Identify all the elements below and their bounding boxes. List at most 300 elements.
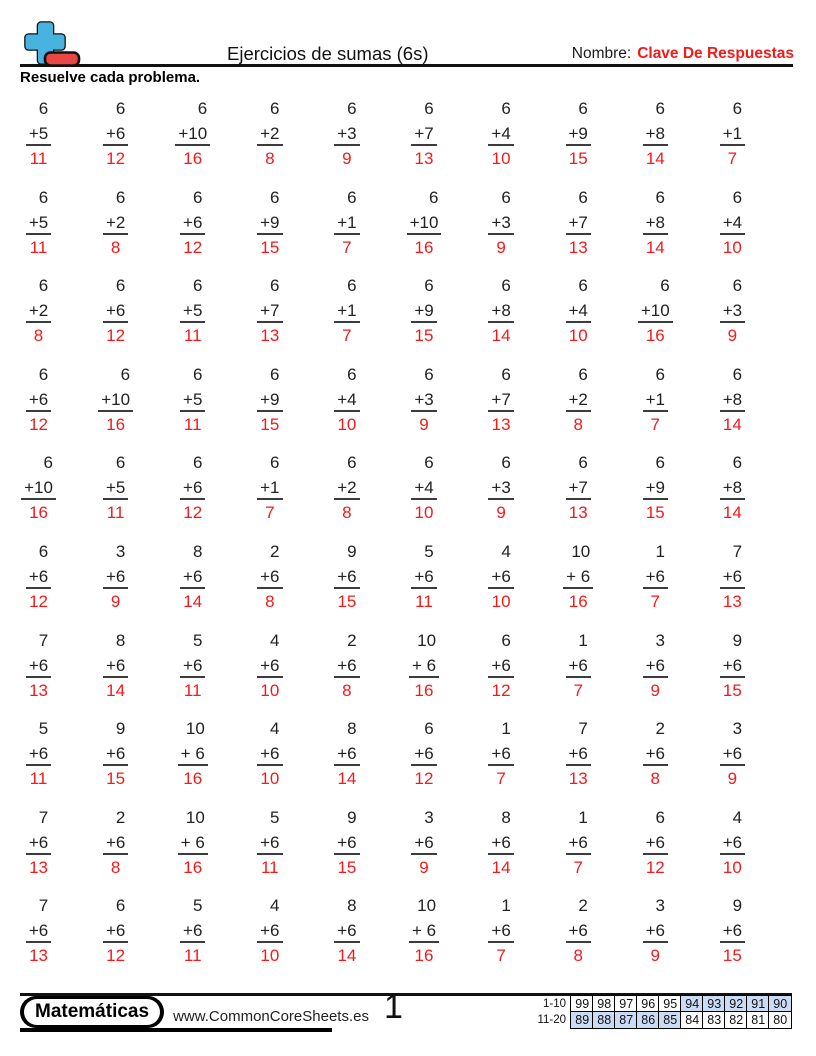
problem bbox=[617, 719, 694, 808]
problem bbox=[308, 188, 385, 277]
augend: 6 bbox=[424, 276, 434, 296]
addend: +4 bbox=[488, 123, 513, 146]
answer: 14 bbox=[491, 326, 511, 346]
score-cell: 84 bbox=[680, 1011, 704, 1029]
addend: +6 bbox=[26, 389, 51, 412]
augend: 2 bbox=[270, 541, 280, 561]
problem bbox=[540, 276, 617, 365]
answer: 10 bbox=[260, 680, 280, 700]
answer: 7 bbox=[650, 591, 661, 611]
answer: 11 bbox=[183, 946, 202, 966]
addend: +9 bbox=[411, 300, 436, 323]
answer: 9 bbox=[496, 237, 506, 257]
problem bbox=[154, 99, 231, 188]
addend: +6 bbox=[411, 832, 436, 855]
addend: +6 bbox=[26, 655, 51, 678]
problem bbox=[308, 365, 385, 454]
score-cell: 91 bbox=[746, 995, 770, 1013]
answer: 10 bbox=[260, 769, 280, 789]
answer: 16 bbox=[183, 857, 203, 877]
addend: +6 bbox=[180, 566, 205, 589]
addend: +6 bbox=[488, 566, 513, 589]
addend: +6 bbox=[103, 655, 128, 678]
addend: +3 bbox=[334, 123, 359, 146]
augend: 10 bbox=[417, 896, 437, 916]
augend: 6 bbox=[655, 187, 665, 207]
addend: +6 bbox=[720, 832, 745, 855]
answer: 8 bbox=[573, 414, 583, 434]
problem bbox=[231, 896, 308, 985]
augend: 2 bbox=[347, 630, 357, 650]
addend: +6 bbox=[488, 655, 513, 678]
answer: 9 bbox=[419, 857, 429, 877]
addend: +5 bbox=[103, 477, 128, 500]
problem bbox=[308, 276, 385, 365]
augend: 7 bbox=[38, 807, 49, 827]
answer: 12 bbox=[106, 946, 126, 966]
answer: 12 bbox=[29, 591, 48, 611]
augend: 1 bbox=[501, 896, 511, 916]
addend: +5 bbox=[180, 389, 205, 412]
addend: +3 bbox=[720, 300, 745, 323]
problem bbox=[463, 365, 540, 454]
answer: 7 bbox=[496, 946, 506, 966]
answer: 16 bbox=[414, 680, 434, 700]
problem bbox=[0, 542, 77, 631]
addend: +2 bbox=[334, 477, 359, 500]
addend: +6 bbox=[720, 655, 745, 678]
problem bbox=[231, 365, 308, 454]
augend: 3 bbox=[424, 807, 434, 827]
addend: +6 bbox=[488, 832, 513, 855]
augend: 3 bbox=[732, 719, 743, 739]
answer: 14 bbox=[491, 857, 511, 877]
augend: 8 bbox=[115, 630, 126, 650]
answer: 15 bbox=[414, 326, 434, 346]
answer: 14 bbox=[722, 503, 742, 523]
augend: 6 bbox=[270, 99, 280, 118]
score-cell: 99 bbox=[570, 995, 594, 1013]
addend: +6 bbox=[26, 832, 51, 855]
augend: 2 bbox=[655, 719, 665, 739]
score-cell: 87 bbox=[614, 1011, 638, 1029]
score-cell: 95 bbox=[658, 995, 682, 1013]
augend: 3 bbox=[655, 630, 665, 650]
addend: +6 bbox=[334, 743, 359, 766]
problem bbox=[0, 896, 77, 985]
problem bbox=[77, 188, 154, 277]
problem bbox=[0, 631, 77, 720]
problem bbox=[231, 453, 308, 542]
problem bbox=[0, 99, 77, 188]
augend: 6 bbox=[270, 187, 280, 207]
problem bbox=[308, 808, 385, 897]
answer: 10 bbox=[491, 149, 511, 168]
score-cell: 83 bbox=[702, 1011, 726, 1029]
augend: 6 bbox=[578, 276, 588, 296]
answer: 13 bbox=[491, 414, 511, 434]
augend: 6 bbox=[501, 453, 511, 473]
answer: 7 bbox=[650, 414, 661, 434]
addend: +7 bbox=[566, 477, 591, 500]
augend: 10 bbox=[417, 630, 437, 650]
addend: +6 bbox=[643, 832, 668, 855]
augend: 6 bbox=[115, 896, 126, 916]
answer: 12 bbox=[491, 680, 511, 700]
problem bbox=[77, 719, 154, 808]
problem bbox=[540, 188, 617, 277]
problem bbox=[77, 542, 154, 631]
addend: +6 bbox=[103, 743, 128, 766]
answer: 10 bbox=[722, 237, 742, 257]
problem bbox=[617, 631, 694, 720]
addend: +6 bbox=[566, 920, 591, 943]
augend: 6 bbox=[347, 453, 357, 473]
answer: 9 bbox=[650, 946, 661, 966]
augend: 4 bbox=[732, 807, 743, 827]
augend: 8 bbox=[192, 541, 203, 561]
instruction-text: Resuelve cada problema. bbox=[20, 69, 201, 86]
augend: 6 bbox=[578, 187, 588, 207]
score-cell: 88 bbox=[592, 1011, 616, 1029]
addend: +9 bbox=[257, 389, 282, 412]
answer: 8 bbox=[342, 503, 352, 523]
addend: +10 bbox=[21, 477, 56, 500]
addend: + 6 bbox=[178, 743, 208, 766]
score-cell: 94 bbox=[680, 995, 704, 1013]
answer: 14 bbox=[337, 769, 357, 789]
problem bbox=[0, 188, 77, 277]
addend: +1 bbox=[257, 477, 282, 500]
problem bbox=[0, 453, 77, 542]
answer: 13 bbox=[260, 326, 280, 346]
augend: 6 bbox=[655, 807, 665, 827]
augend: 1 bbox=[501, 719, 511, 739]
addend: +5 bbox=[26, 123, 51, 146]
answer: 15 bbox=[106, 769, 126, 789]
addend: +6 bbox=[103, 566, 128, 589]
augend: 9 bbox=[732, 896, 743, 916]
addend: +4 bbox=[566, 300, 591, 323]
addend: +6 bbox=[488, 920, 513, 943]
augend: 6 bbox=[655, 453, 665, 473]
score-cell: 85 bbox=[658, 1011, 682, 1029]
problem bbox=[385, 99, 462, 188]
augend: 5 bbox=[192, 630, 203, 650]
augend: 10 bbox=[571, 541, 591, 561]
augend: 6 bbox=[424, 99, 434, 118]
addend: +3 bbox=[488, 212, 513, 235]
answer: 15 bbox=[722, 946, 742, 966]
addend: +6 bbox=[180, 920, 205, 943]
addend: +6 bbox=[103, 832, 128, 855]
score-range-label: 11-20 bbox=[537, 1014, 566, 1027]
answer: 15 bbox=[337, 857, 357, 877]
augend: 6 bbox=[38, 276, 49, 296]
augend: 9 bbox=[347, 541, 357, 561]
problem bbox=[308, 99, 385, 188]
augend: 6 bbox=[660, 276, 670, 296]
addend: +6 bbox=[720, 920, 745, 943]
answer: 13 bbox=[29, 857, 48, 877]
augend: 6 bbox=[501, 364, 511, 384]
augend: 4 bbox=[270, 719, 280, 739]
answer: 7 bbox=[727, 149, 738, 168]
answer: 9 bbox=[650, 680, 661, 700]
answer: 14 bbox=[645, 149, 665, 168]
problem bbox=[617, 276, 694, 365]
answer: 8 bbox=[342, 680, 352, 700]
augend: 6 bbox=[732, 453, 743, 473]
answer: 7 bbox=[342, 326, 352, 346]
augend: 6 bbox=[38, 99, 49, 118]
problem bbox=[154, 631, 231, 720]
problem bbox=[617, 808, 694, 897]
augend: 6 bbox=[732, 187, 743, 207]
problem bbox=[154, 365, 231, 454]
answer: 12 bbox=[645, 857, 665, 877]
problem bbox=[540, 542, 617, 631]
augend: 7 bbox=[732, 541, 743, 561]
problem bbox=[694, 896, 771, 985]
addend: +6 bbox=[720, 566, 745, 589]
answer: 8 bbox=[265, 591, 275, 611]
augend: 9 bbox=[347, 807, 357, 827]
answer: 11 bbox=[183, 414, 202, 434]
problem bbox=[154, 719, 231, 808]
answer: 8 bbox=[110, 857, 121, 877]
problem bbox=[385, 896, 462, 985]
problem bbox=[694, 365, 771, 454]
problem bbox=[694, 276, 771, 365]
answer: 8 bbox=[33, 326, 44, 346]
problem bbox=[154, 276, 231, 365]
addend: +10 bbox=[407, 212, 442, 235]
addend: +6 bbox=[643, 920, 668, 943]
problem bbox=[154, 808, 231, 897]
problem bbox=[0, 276, 77, 365]
problem bbox=[308, 542, 385, 631]
answer: 7 bbox=[573, 857, 583, 877]
problem bbox=[385, 188, 462, 277]
problem bbox=[540, 719, 617, 808]
answer: 14 bbox=[337, 946, 357, 966]
addend: +5 bbox=[180, 300, 205, 323]
addend: +6 bbox=[720, 743, 745, 766]
augend: 8 bbox=[347, 896, 357, 916]
problem bbox=[617, 99, 694, 188]
augend: 6 bbox=[578, 99, 588, 118]
name-label: Nombre: bbox=[571, 45, 632, 62]
problem bbox=[154, 896, 231, 985]
score-range-label: 1-10 bbox=[542, 998, 566, 1010]
problem bbox=[463, 808, 540, 897]
addend: +6 bbox=[411, 743, 436, 766]
answer: 9 bbox=[496, 503, 506, 523]
problem bbox=[77, 276, 154, 365]
problem bbox=[463, 188, 540, 277]
problem bbox=[0, 719, 77, 808]
problem bbox=[385, 276, 462, 365]
answer: 7 bbox=[342, 237, 352, 257]
answer: 11 bbox=[183, 326, 202, 346]
addend: +6 bbox=[643, 743, 668, 766]
augend: 4 bbox=[270, 630, 280, 650]
problem bbox=[385, 365, 462, 454]
addend: +2 bbox=[26, 300, 51, 323]
augend: 6 bbox=[501, 99, 511, 118]
augend: 1 bbox=[578, 807, 588, 827]
problem bbox=[694, 453, 771, 542]
answer: 12 bbox=[106, 149, 126, 168]
problem bbox=[0, 808, 77, 897]
augend: 6 bbox=[428, 187, 439, 207]
problem bbox=[77, 896, 154, 985]
addend: +8 bbox=[720, 389, 745, 412]
answer: 8 bbox=[650, 769, 661, 789]
answer: 14 bbox=[645, 237, 665, 257]
problem bbox=[385, 453, 462, 542]
augend: 6 bbox=[655, 364, 665, 384]
score-cell: 81 bbox=[746, 1011, 770, 1029]
problem bbox=[694, 99, 771, 188]
addend: +1 bbox=[334, 300, 359, 323]
problem bbox=[463, 896, 540, 985]
problem bbox=[617, 896, 694, 985]
answer: 11 bbox=[106, 503, 125, 523]
answer: 11 bbox=[29, 237, 48, 257]
addend: +6 bbox=[643, 566, 668, 589]
addend: +7 bbox=[488, 389, 513, 412]
augend: 6 bbox=[192, 276, 203, 296]
score-cell: 89 bbox=[570, 1011, 594, 1029]
augend: 6 bbox=[347, 364, 357, 384]
addend: +6 bbox=[257, 655, 282, 678]
augend: 6 bbox=[501, 630, 511, 650]
answer: 10 bbox=[414, 503, 434, 523]
answer: 10 bbox=[722, 857, 742, 877]
problem bbox=[694, 719, 771, 808]
problem bbox=[463, 99, 540, 188]
augend: 6 bbox=[347, 99, 357, 118]
augend: 6 bbox=[270, 453, 280, 473]
augend: 6 bbox=[424, 453, 434, 473]
problem bbox=[308, 631, 385, 720]
augend: 9 bbox=[732, 630, 743, 650]
answer: 14 bbox=[183, 591, 203, 611]
answer: 13 bbox=[568, 237, 588, 257]
problem bbox=[77, 99, 154, 188]
problem bbox=[540, 896, 617, 985]
augend: 6 bbox=[578, 364, 588, 384]
answer: 7 bbox=[573, 680, 583, 700]
answer: 16 bbox=[106, 414, 126, 434]
addend: +6 bbox=[566, 832, 591, 855]
addend: +6 bbox=[411, 566, 436, 589]
augend: 5 bbox=[424, 541, 434, 561]
problem bbox=[77, 453, 154, 542]
addend: +10 bbox=[98, 389, 133, 412]
augend: 6 bbox=[192, 453, 203, 473]
answer: 16 bbox=[414, 946, 434, 966]
footer-brand-block bbox=[20, 996, 369, 1032]
answer: 13 bbox=[568, 769, 588, 789]
answer: 11 bbox=[29, 769, 48, 789]
addend: +8 bbox=[643, 123, 668, 146]
addend: + 6 bbox=[178, 832, 208, 855]
addend: +6 bbox=[334, 832, 359, 855]
addend: +6 bbox=[26, 566, 51, 589]
problem bbox=[154, 542, 231, 631]
website-url: www.CommonCoreSheets.es bbox=[173, 1008, 369, 1025]
answer: 11 bbox=[260, 857, 279, 877]
addend: +2 bbox=[257, 123, 282, 146]
score-cell: 92 bbox=[724, 995, 748, 1013]
addend: +9 bbox=[643, 477, 668, 500]
addend: +6 bbox=[334, 920, 359, 943]
score-cell: 98 bbox=[592, 995, 616, 1013]
problem bbox=[231, 99, 308, 188]
problem bbox=[540, 453, 617, 542]
addend: +6 bbox=[566, 743, 591, 766]
problem bbox=[694, 808, 771, 897]
addend: +4 bbox=[720, 212, 745, 235]
problem bbox=[694, 188, 771, 277]
problem bbox=[231, 188, 308, 277]
addend: +6 bbox=[103, 123, 128, 146]
augend: 6 bbox=[43, 453, 53, 473]
answer: 16 bbox=[568, 591, 588, 611]
augend: 6 bbox=[192, 364, 203, 384]
augend: 6 bbox=[197, 99, 208, 118]
problem bbox=[463, 542, 540, 631]
augend: 6 bbox=[424, 364, 434, 384]
augend: 6 bbox=[120, 364, 131, 384]
answer: 12 bbox=[414, 769, 434, 789]
problem bbox=[308, 719, 385, 808]
augend: 6 bbox=[732, 364, 743, 384]
brand-pill bbox=[20, 996, 164, 1028]
answer: 11 bbox=[29, 149, 48, 168]
answer: 15 bbox=[260, 414, 280, 434]
addend: +1 bbox=[643, 389, 668, 412]
problem bbox=[617, 365, 694, 454]
augend: 7 bbox=[38, 630, 49, 650]
score-cell: 86 bbox=[636, 1011, 660, 1029]
addend: +6 bbox=[103, 920, 128, 943]
augend: 6 bbox=[424, 719, 434, 739]
answer: 13 bbox=[29, 946, 48, 966]
addend: +6 bbox=[180, 477, 205, 500]
addend: +9 bbox=[257, 212, 282, 235]
answer: 15 bbox=[337, 591, 357, 611]
addend: +10 bbox=[175, 123, 210, 146]
score-cell: 82 bbox=[724, 1011, 748, 1029]
addend: +1 bbox=[720, 123, 745, 146]
answer: 10 bbox=[568, 326, 588, 346]
answer: 10 bbox=[260, 946, 280, 966]
problem bbox=[231, 542, 308, 631]
page-number: 1 bbox=[384, 988, 403, 1026]
addend: +7 bbox=[257, 300, 282, 323]
answer: 9 bbox=[419, 414, 429, 434]
problem bbox=[463, 276, 540, 365]
addend: +1 bbox=[334, 212, 359, 235]
problem bbox=[463, 631, 540, 720]
augend: 8 bbox=[501, 807, 511, 827]
addend: +4 bbox=[411, 477, 436, 500]
augend: 7 bbox=[578, 719, 588, 739]
